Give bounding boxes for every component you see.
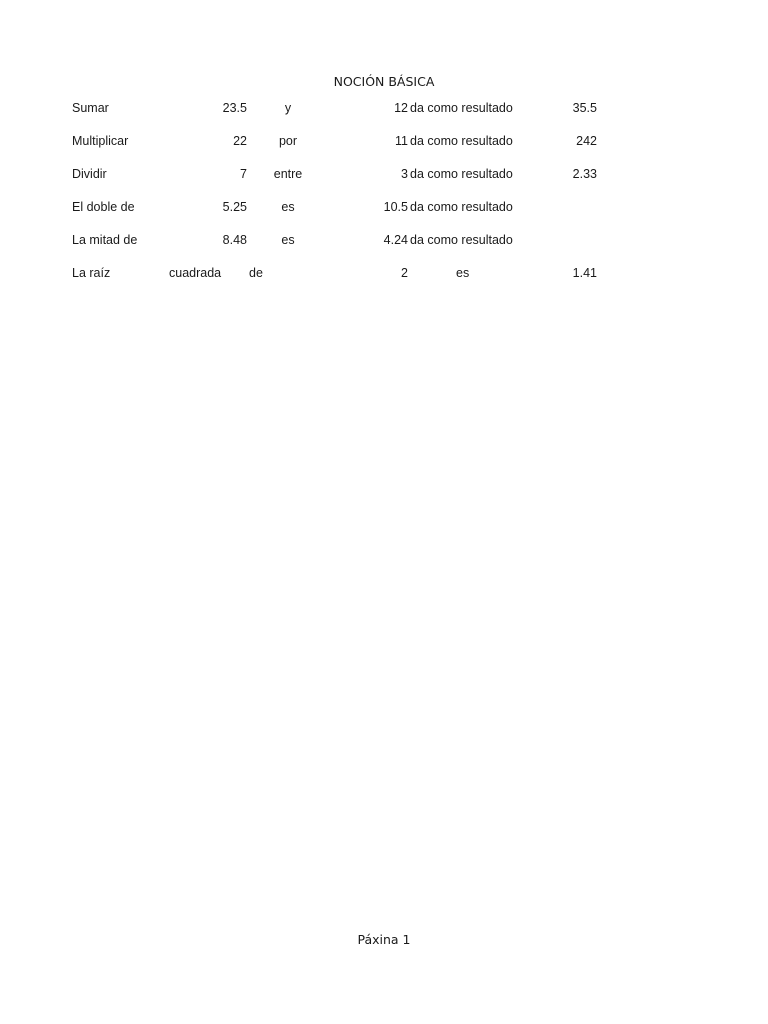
operand-a: 22	[233, 134, 247, 148]
operand-b: 11	[395, 134, 408, 148]
operator-word: es	[456, 266, 470, 280]
page-title: NOCIÓN BÁSICA	[333, 74, 435, 89]
result-value: 35.5	[572, 101, 597, 115]
result-text: da como resultado	[410, 200, 513, 214]
row-label: Sumar	[72, 101, 109, 115]
operand-a: 8.48	[222, 233, 247, 247]
result-value: 242	[576, 134, 597, 148]
row-label: La mitad de	[72, 233, 138, 247]
row-label: La raíz	[72, 266, 111, 280]
row-sumar	[0, 99, 768, 117]
operator-word: es	[281, 233, 295, 247]
result-value: 1.41	[572, 266, 597, 280]
operator-word: entre	[273, 167, 303, 181]
row-label: El doble de	[72, 200, 135, 214]
operand-a: 5.25	[222, 200, 247, 214]
operand-b: 10.5	[383, 200, 408, 214]
result-value: 2.33	[572, 167, 597, 181]
operand-b: 4.24	[383, 233, 408, 247]
row-raiz	[0, 264, 768, 282]
operand-b: 2	[401, 266, 408, 280]
row-label: Dividir	[72, 167, 107, 181]
row-doble	[0, 198, 768, 216]
operand-a: 23.5	[222, 101, 247, 115]
result-text: da como resultado	[410, 101, 513, 115]
row-mitad	[0, 231, 768, 249]
operand-b: 3	[401, 167, 408, 181]
operand-a: 7	[240, 167, 247, 181]
operator-word: es	[281, 200, 295, 214]
page-footer: Páxina 1	[357, 932, 411, 947]
row-multiplicar	[0, 132, 768, 150]
row-label-word: cuadrada	[169, 266, 222, 280]
operator-word: y	[284, 101, 292, 115]
row-label: Multiplicar	[72, 134, 129, 148]
result-text: da como resultado	[410, 134, 513, 148]
row-dividir	[0, 165, 768, 183]
operand-b: 12	[394, 101, 408, 115]
result-text: da como resultado	[410, 167, 513, 181]
operator-word: por	[278, 134, 298, 148]
result-text: da como resultado	[410, 233, 513, 247]
connector-word: de	[249, 266, 263, 280]
